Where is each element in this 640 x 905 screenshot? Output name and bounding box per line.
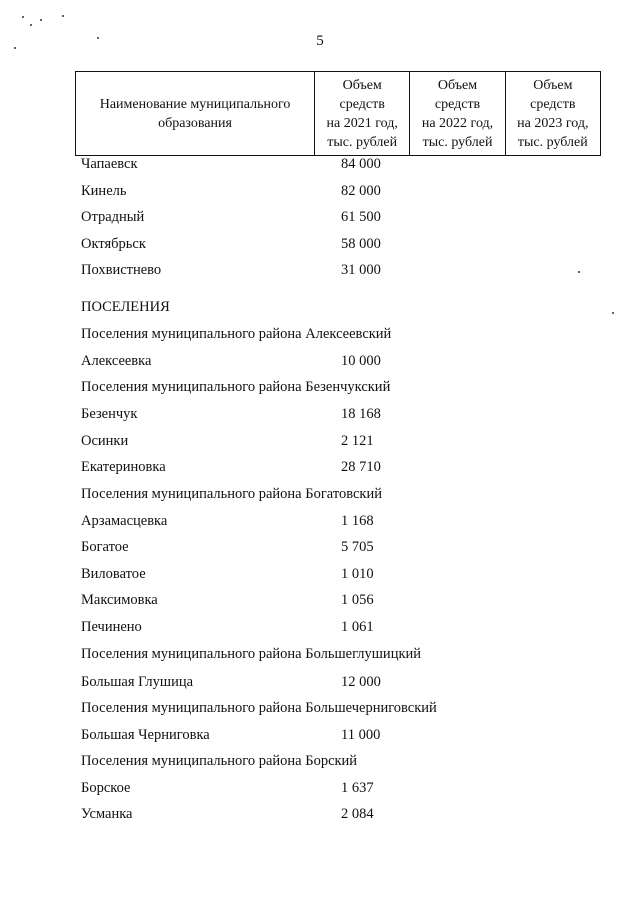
page-number: 5 — [316, 33, 324, 49]
row-name: Осинки — [81, 433, 129, 449]
header-line: тыс. рублей — [327, 134, 398, 150]
header-line: средств — [530, 96, 576, 112]
row-name: Чапаевск — [81, 156, 138, 172]
header-line: на 2021 год, — [326, 115, 398, 131]
row-value-2021: 31 000 — [341, 262, 381, 278]
header-line: средств — [339, 96, 385, 112]
row-name: Печинено — [81, 619, 142, 635]
row-value-2021: 10 000 — [341, 353, 381, 369]
row-value-2021: 1 010 — [341, 566, 374, 582]
header-line: тыс. рублей — [422, 134, 493, 150]
table-row — [81, 234, 381, 254]
row-value-2021: 1 056 — [341, 592, 374, 608]
table-row — [81, 154, 381, 174]
header-line: Объем — [437, 77, 478, 93]
row-name: Виловатое — [81, 566, 146, 582]
table-row — [81, 778, 374, 798]
header-line: Объем — [533, 77, 573, 93]
header-line: на 2022 год, — [421, 115, 494, 131]
row-value-2021: 1 168 — [341, 513, 374, 529]
row-name: Отрадный — [81, 209, 145, 225]
row-value-2021: 5 705 — [341, 539, 374, 555]
header-line: образования — [158, 115, 232, 131]
table-row — [81, 260, 381, 280]
settlements-heading: ПОСЕЛЕНИЯ — [81, 299, 170, 315]
table-row — [81, 181, 381, 201]
table-row — [81, 351, 381, 371]
header-line: на 2023 год, — [517, 115, 589, 131]
row-value-2021: 2 121 — [341, 433, 374, 449]
table-row — [81, 404, 381, 424]
row-value-2021: 1 637 — [341, 780, 374, 796]
table-row — [81, 207, 381, 227]
row-name: Кинель — [81, 183, 127, 199]
row-value-2021: 82 000 — [341, 183, 381, 199]
table-row — [81, 725, 381, 745]
row-name: Максимовка — [81, 592, 158, 608]
row-name: Борское — [81, 780, 131, 796]
district-heading: Поселения муниципального района Борский — [81, 753, 358, 769]
row-value-2021: 18 168 — [341, 406, 381, 422]
header-line: тыс. рублей — [517, 134, 588, 150]
table-row — [81, 537, 374, 557]
row-name: Арзамасцевка — [81, 513, 168, 529]
row-value-2021: 2 084 — [341, 806, 374, 822]
table-row — [81, 511, 374, 531]
table-row — [81, 564, 374, 584]
row-value-2021: 61 500 — [341, 209, 381, 225]
row-name: Богатое — [81, 539, 129, 555]
row-value-2021: 84 000 — [341, 156, 381, 172]
district-heading: Поселения муниципального района Безенчукский — [81, 379, 391, 395]
header-line: Наименование муниципального — [99, 96, 291, 112]
row-name: Алексеевка — [81, 353, 152, 369]
table-row — [81, 617, 374, 637]
header-line: средств — [434, 96, 481, 112]
row-value-2021: 11 000 — [341, 727, 381, 743]
table-row — [81, 457, 381, 477]
row-name: Большая Глушица — [81, 674, 194, 690]
row-value-2021: 58 000 — [341, 236, 381, 252]
table-row — [81, 590, 374, 610]
row-value-2021: 1 061 — [341, 619, 374, 635]
table-row — [81, 672, 381, 692]
row-value-2021: 28 710 — [341, 459, 381, 475]
district-heading: Поселения муниципального района Большеглушицкий — [81, 646, 422, 662]
row-name: Усманка — [81, 806, 133, 822]
district-heading: Поселения муниципального района Богатовский — [81, 486, 382, 502]
district-heading: Поселения муниципального района Алексеевский — [81, 326, 392, 342]
row-name: Октябрьск — [81, 236, 146, 252]
row-name: Безенчук — [81, 406, 138, 422]
row-value-2021: 12 000 — [341, 674, 381, 690]
row-name: Екатериновка — [81, 459, 166, 475]
header-line: Объем — [342, 77, 382, 93]
table-row — [81, 804, 374, 824]
district-heading: Поселения муниципального района Большечерниговский — [81, 700, 437, 716]
table-row — [81, 431, 374, 451]
row-name: Похвистнево — [81, 262, 162, 278]
row-name: Большая Черниговка — [81, 727, 210, 743]
